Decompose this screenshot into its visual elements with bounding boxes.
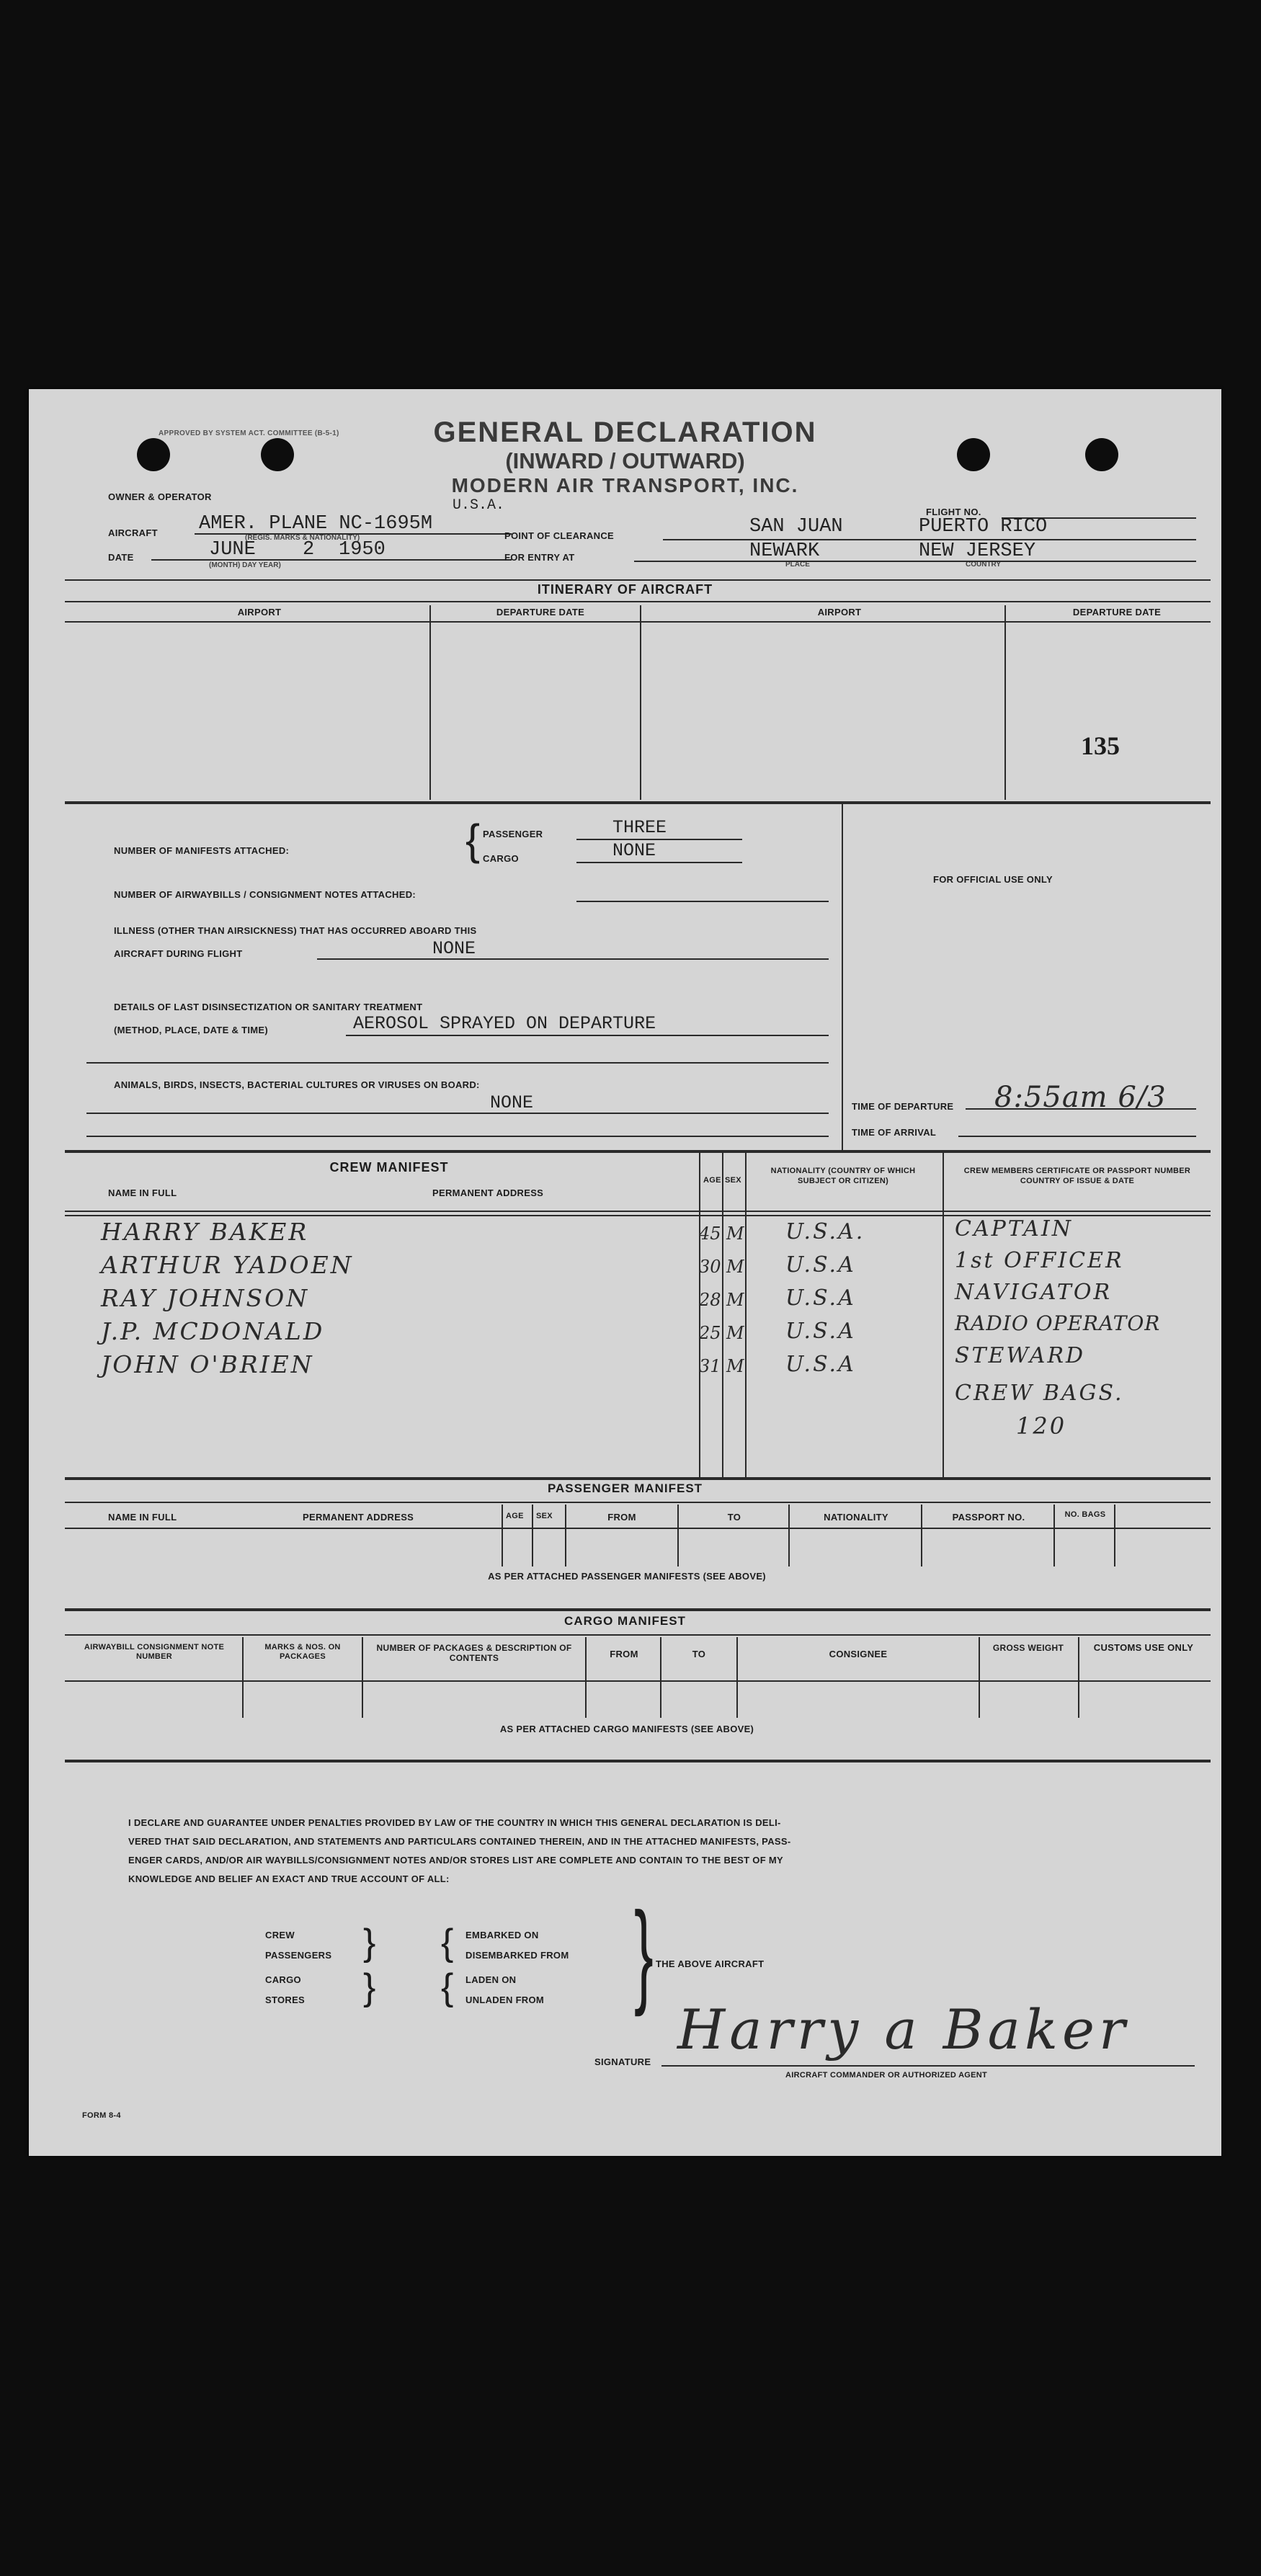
crew-sex: M	[726, 1257, 744, 1277]
declaration-line-1: I DECLARE AND GUARANTEE UNDER PENALTIES PROVIDED BY LAW OF THE COUNTRY IN WHICH THIS GENERAL DECLARATION IS DELI-	[128, 1817, 781, 1828]
crew-age: 30	[699, 1257, 721, 1277]
pm-col-to: TO	[727, 1512, 741, 1523]
company-name: MODERN AIR TRANSPORT, INC.	[451, 474, 799, 496]
cargo-value: NONE	[612, 840, 656, 861]
crew-nationality: U.S.A.	[785, 1219, 865, 1244]
pm-col-passport: PASSPORT NO.	[952, 1512, 1025, 1523]
place-note: PLACE	[785, 561, 810, 569]
crew-role: RADIO OPERATOR	[955, 1311, 1161, 1335]
decl-laden: LADEN ON	[465, 1974, 517, 1985]
crew-name: RAY JOHNSON	[101, 1284, 310, 1312]
crew-role: 1st OFFICER	[955, 1248, 1124, 1273]
illness-value: NONE	[432, 938, 476, 959]
time-arrival-label: TIME OF ARRIVAL	[852, 1127, 937, 1138]
reg-note: (REGIS. MARKS & NATIONALITY)	[245, 534, 360, 542]
pm-col-name: NAME IN FULL	[108, 1512, 177, 1523]
clearance-label: POINT OF CLEARANCE	[504, 530, 615, 541]
decl-passengers: PASSENGERS	[265, 1950, 332, 1961]
form-title: GENERAL DECLARATION	[433, 416, 817, 448]
crew-sex: M	[726, 1224, 744, 1244]
decl-crew: CREW	[265, 1930, 295, 1940]
cm-col-weight: GROSS WEIGHT	[992, 1643, 1064, 1653]
cm-col-from: FROM	[610, 1649, 638, 1659]
crew-nationality: U.S.A	[785, 1319, 856, 1344]
passenger-manifest-title: PASSENGER MANIFEST	[547, 1481, 703, 1495]
aircraft-label: AIRCRAFT	[108, 527, 158, 538]
crew-bags-count: 120	[1016, 1412, 1067, 1440]
crew-role: NAVIGATOR	[955, 1280, 1113, 1305]
pm-col-address: PERMANENT ADDRESS	[303, 1512, 414, 1523]
pm-col-sex: SEX	[536, 1512, 553, 1520]
crew-col-name: NAME IN FULL	[108, 1187, 177, 1198]
crew-col-address: PERMANENT ADDRESS	[432, 1187, 544, 1198]
crew-nationality: U.S.A	[785, 1252, 856, 1278]
crew-role: CAPTAIN	[955, 1216, 1073, 1242]
crew-age: 31	[699, 1356, 721, 1376]
pm-col-age: AGE	[506, 1512, 524, 1520]
decl-brace-left-2: }	[363, 1966, 376, 2008]
official-use-label: FOR OFFICIAL USE ONLY	[933, 874, 1053, 885]
usa-mark: U.S.A.	[453, 497, 505, 514]
clearance-place: SAN JUAN	[749, 516, 843, 538]
cm-col-marks: MARKS & NOS. ON PACKAGES	[264, 1643, 341, 1661]
pm-col-bags: NO. BAGS	[1064, 1510, 1106, 1519]
crew-age: 28	[699, 1290, 721, 1310]
aircraft-value: AMER. PLANE NC-1695M	[199, 513, 433, 535]
declaration-line-3: ENGER CARDS, AND/OR AIR WAYBILLS/CONSIGNMENT NOTES AND/OR STORES LIST ARE COMPLETE AND CONTAIN TO THE BEST OF MY	[128, 1855, 783, 1866]
decl-brace-left-1: }	[363, 1922, 376, 1964]
cargo-manifest-title: CARGO MANIFEST	[564, 1614, 686, 1628]
crew-name: JOHN O'BRIEN	[101, 1350, 314, 1378]
date-year: 1950	[339, 539, 386, 561]
time-departure-label: TIME OF DEPARTURE	[852, 1101, 954, 1112]
animals-value: NONE	[490, 1092, 534, 1113]
pm-note: AS PER ATTACHED PASSENGER MANIFESTS (SEE ABOVE)	[488, 1571, 766, 1582]
crew-sex: M	[726, 1323, 744, 1343]
crew-col-nationality: NATIONALITY (COUNTRY OF WHICH SUBJECT OR CITIZEN)	[770, 1167, 916, 1185]
decl-disembarked: DISEMBARKED FROM	[465, 1950, 569, 1961]
pm-col-nationality: NATIONALITY	[824, 1512, 888, 1523]
owner-label: OWNER & OPERATOR	[108, 491, 212, 502]
crew-age: 45	[699, 1224, 721, 1244]
itinerary-col-airport-1: AIRPORT	[237, 607, 282, 618]
disinsect-label-2: (METHOD, PLACE, DATE & TIME)	[114, 1025, 268, 1035]
itinerary-col-departure-2: DEPARTURE DATE	[1072, 607, 1162, 618]
crew-col-sex: SEX	[725, 1176, 741, 1185]
cm-col-packages: NUMBER OF PACKAGES & DESCRIPTION OF CONTENTS	[376, 1643, 572, 1663]
cargo-label: CARGO	[483, 853, 519, 864]
crew-col-certificate: CREW MEMBERS CERTIFICATE OR PASSPORT NUMBER COUNTRY OF ISSUE & DATE	[963, 1167, 1191, 1185]
date-label: DATE	[108, 552, 134, 563]
itinerary-col-departure-1: DEPARTURE DATE	[496, 607, 585, 618]
crew-sex: M	[726, 1356, 744, 1376]
illness-label-2: AIRCRAFT DURING FLIGHT	[114, 948, 243, 959]
manifests-label: NUMBER OF MANIFESTS ATTACHED:	[114, 845, 290, 856]
cm-note: AS PER ATTACHED CARGO MANIFESTS (SEE ABOVE)	[499, 1724, 754, 1734]
passenger-label: PASSENGER	[483, 829, 543, 839]
crew-nationality: U.S.A	[785, 1352, 856, 1377]
stamp-number: 135	[1081, 731, 1120, 760]
cm-col-consignee: CONSIGNEE	[829, 1649, 888, 1659]
date-note: (MONTH) DAY YEAR)	[209, 561, 281, 569]
signature-label: SIGNATURE	[594, 2056, 651, 2067]
decl-unladen: UNLADEN FROM	[465, 1995, 545, 2005]
crew-age: 25	[699, 1323, 721, 1343]
approved-note: APPROVED BY SYSTEM ACT. COMMITTEE (B-5-1)	[159, 429, 339, 437]
airwaybills-label: NUMBER OF AIRWAYBILLS / CONSIGNMENT NOTES ATTACHED:	[114, 889, 416, 900]
country-note: COUNTRY	[966, 561, 1002, 569]
clearance-country: PUERTO RICO	[919, 516, 1048, 538]
crew-col-age: AGE	[703, 1176, 721, 1185]
date-day: 2	[303, 539, 315, 561]
crew-name: J.P. MCDONALD	[101, 1317, 325, 1345]
itinerary-title: ITINERARY OF AIRCRAFT	[537, 582, 713, 597]
crew-nationality: U.S.A	[785, 1285, 856, 1311]
date-month: JUNE	[209, 539, 256, 561]
crew-title: CREW MANIFEST	[329, 1160, 449, 1175]
manifest-brace: {	[465, 816, 481, 864]
declaration-form	[29, 389, 1221, 2156]
entry-place: NEWARK	[749, 540, 820, 562]
decl-stores: STORES	[265, 1995, 306, 2005]
cm-col-customs: CUSTOMS USE ONLY	[1093, 1642, 1194, 1653]
decl-cargo: CARGO	[265, 1974, 301, 1985]
time-departure-value: 8:55am 6/3	[994, 1081, 1167, 1114]
form-number: FORM 8-4	[82, 2111, 121, 2120]
passenger-value: THREE	[612, 817, 667, 838]
crew-bags-label: CREW BAGS.	[955, 1381, 1124, 1406]
flight-no-label: FLIGHT NO.	[926, 507, 981, 517]
entry-label: FOR ENTRY AT	[504, 552, 575, 563]
decl-brace-mid-1: {	[441, 1922, 454, 1964]
form-subtitle: (INWARD / OUTWARD)	[505, 448, 745, 473]
signature-value: Harry a Baker	[677, 1997, 1130, 2062]
disinsect-label-1: DETAILS OF LAST DISINSECTIZATION OR SANITARY TREATMENT	[114, 1002, 423, 1012]
pm-col-from: FROM	[607, 1512, 636, 1523]
decl-embarked: EMBARKED ON	[465, 1930, 539, 1940]
declaration-line-2: VERED THAT SAID DECLARATION, AND STATEMENTS AND PARTICULARS CONTAINED THEREIN, AND IN THE ATTACHED MANIFESTS, PASS-	[128, 1836, 791, 1847]
crew-role: STEWARD	[955, 1343, 1086, 1368]
decl-above-aircraft: THE ABOVE AIRCRAFT	[656, 1958, 765, 1969]
disinsect-value: AEROSOL SPRAYED ON DEPARTURE	[353, 1013, 656, 1034]
itinerary-col-airport-2: AIRPORT	[817, 607, 862, 618]
cm-col-to: TO	[692, 1649, 706, 1659]
crew-name: HARRY BAKER	[101, 1218, 309, 1246]
cm-col-airwaybill: AIRWAYBILL CONSIGNMENT NOTE NUMBER	[84, 1643, 225, 1661]
decl-brace-right: }	[634, 1888, 654, 2017]
illness-label-1: ILLNESS (OTHER THAN AIRSICKNESS) THAT HAS OCCURRED ABOARD THIS	[114, 925, 477, 936]
entry-country: NEW JERSEY	[919, 540, 1036, 562]
crew-name: ARTHUR YADOEN	[101, 1251, 354, 1279]
declaration-line-4: KNOWLEDGE AND BELIEF AN EXACT AND TRUE ACCOUNT OF ALL:	[128, 1873, 450, 1884]
decl-brace-mid-2: {	[441, 1966, 454, 2008]
crew-sex: M	[726, 1290, 744, 1310]
animals-label: ANIMALS, BIRDS, INSECTS, BACTERIAL CULTURES OR VIRUSES ON BOARD:	[114, 1079, 480, 1090]
signature-note: AIRCRAFT COMMANDER OR AUTHORIZED AGENT	[785, 2071, 988, 2080]
